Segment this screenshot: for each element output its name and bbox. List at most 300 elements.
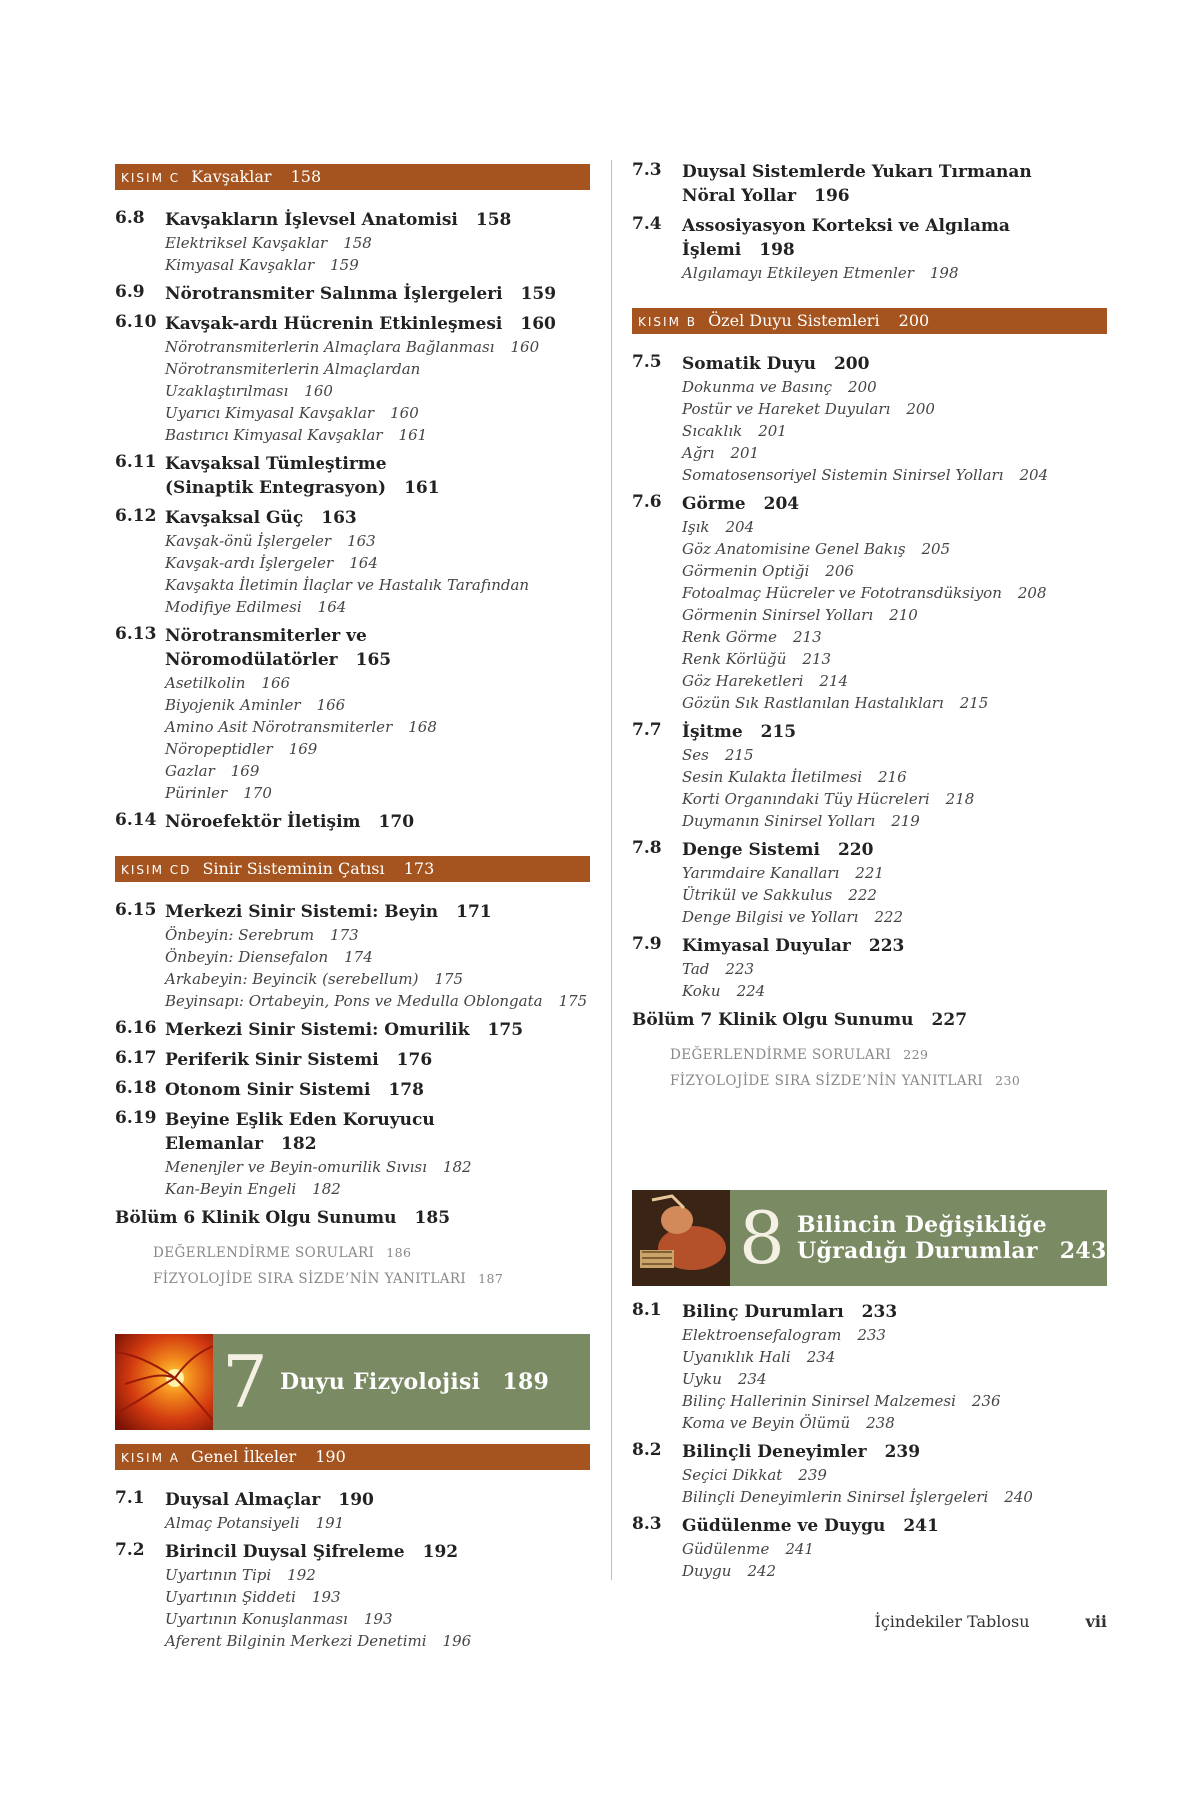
entry-title-text: Kavşaksal Güç (165, 508, 304, 528)
part-label: KISIM C (121, 171, 181, 185)
subentry-title: Bilinçli Deneyimlerin Sinirsel İşlergeleri (682, 1488, 989, 1506)
subentry-title: Seçici Dikkat (682, 1466, 783, 1484)
subentry-title: Menenjler ve Beyin-omurilik Sıvısı (165, 1158, 427, 1176)
subentry (165, 1586, 590, 1608)
subentry (165, 1156, 590, 1178)
subentry-title: Önbeyin: Serebrum (165, 926, 315, 944)
subentry (165, 716, 590, 738)
subentry-title: Modifiye Edilmesi (165, 598, 302, 616)
subentry (165, 596, 590, 618)
subentry-title: Ütrikül ve Sakkulus (682, 886, 833, 904)
subentry-list (165, 336, 590, 446)
subentry-title: Kan-Beyin Engeli (165, 1180, 297, 1198)
case-study-7 (632, 1008, 1107, 1032)
review-page: 230 (995, 1073, 1021, 1088)
subentry-title: Beyinsapı: Ortabeyin, Pons ve Medulla Oblongata (165, 992, 543, 1010)
chapter-page: 243 (1059, 1238, 1107, 1264)
chapter-title-text: Duyu Fizyolojisi (280, 1369, 481, 1395)
entry-title (165, 1108, 590, 1156)
subentry-title: Aferent Bilginin Merkezi Denetimi (165, 1632, 427, 1650)
entry-title (165, 810, 590, 834)
toc-entry (115, 900, 590, 1012)
subentry-title: Koma ve Beyin Ölümü (682, 1414, 851, 1432)
toc-entry (115, 312, 590, 446)
subentry-title: Uyartının Tipi (165, 1566, 272, 1584)
subentry-page: 198 (929, 264, 959, 282)
entry-title-line-1: Kavşaksal Tümleştirme (165, 454, 387, 474)
toc-entry (632, 160, 1107, 208)
subentry (165, 946, 590, 968)
review-title: FİZYOLOJİDE SIRA SİZDE’NİN YANITLARI (153, 1271, 467, 1287)
part-label: KISIM A (121, 1451, 180, 1465)
subentry-page: 193 (363, 1610, 393, 1628)
subentry-page: 196 (442, 1632, 472, 1650)
entry-page: 163 (321, 508, 357, 528)
subentry-list (165, 1564, 590, 1652)
entry-title-text: Kimyasal Duyular (682, 936, 851, 956)
toc-entry (115, 1078, 590, 1102)
entry-title-text: Beyine Eşlik Eden Koruyucu Elemanlar (165, 1110, 435, 1154)
subentry-title: Korti Organındaki Tüy Hücreleri (682, 790, 930, 808)
subentry-page: 224 (736, 982, 766, 1000)
part-bar-a (115, 1444, 590, 1470)
subentry-title: Nörotransmiterlerin Almaçlara Bağlanması (165, 338, 495, 356)
subentry-page: 175 (558, 992, 588, 1010)
subentry-title: Uyku (682, 1370, 722, 1388)
subentry-page: 234 (806, 1348, 836, 1366)
subentry-title: Elektroensefalogram (682, 1326, 842, 1344)
entry-page: 204 (763, 494, 800, 514)
subentry-title: Uyartının Şiddeti (165, 1588, 296, 1606)
subentry-page: 173 (330, 926, 359, 944)
page-footer (875, 1612, 1107, 1631)
subentry-list (682, 376, 1107, 486)
subentry-title: Elektriksel Kavşaklar (165, 234, 328, 252)
subentry-page: 204 (725, 518, 755, 536)
entry-title-text: Kavşakların İşlevsel Anatomisi (165, 210, 458, 230)
entry-number: 7.8 (632, 838, 662, 858)
entry-title (165, 1018, 590, 1042)
review-item (115, 1240, 590, 1266)
subentry-title: Almaç Potansiyeli (165, 1514, 300, 1532)
entry-number: 6.8 (115, 208, 145, 228)
subentry-page: 164 (349, 554, 378, 572)
part-bar-c (115, 164, 590, 190)
entry-title (165, 282, 590, 306)
entry-number: 7.4 (632, 214, 662, 234)
subentry-page: 240 (1004, 1488, 1033, 1506)
subentry-title: Kavşak-önü İşlergeler (165, 532, 332, 550)
subentry-title: Işık (682, 518, 710, 536)
subentry-title: Nöropeptidler (165, 740, 273, 758)
review-page: 187 (478, 1271, 504, 1286)
entry-number: 6.11 (115, 452, 157, 472)
entry-number: 7.3 (632, 160, 662, 180)
subentry-title: Güdülenme (682, 1540, 770, 1558)
entry-number: 6.15 (115, 900, 157, 920)
subentry-title: Dokunma ve Basınç (682, 378, 833, 396)
subentry-page: 210 (889, 606, 918, 624)
entry-number: 8.1 (632, 1300, 662, 1320)
subentry-title: Yarımdaire Kanalları (682, 864, 840, 882)
subentry (165, 1178, 590, 1200)
entry-title-text: Duysal Almaçlar (165, 1490, 321, 1510)
case-page: 227 (931, 1010, 968, 1030)
subentry-page: 160 (510, 338, 540, 356)
entry-title-text: Bilinç Durumları (682, 1302, 844, 1322)
entry-number: 7.6 (632, 492, 662, 512)
subentry (165, 738, 590, 760)
subentry (682, 884, 1107, 906)
subentry-page: 222 (874, 908, 903, 926)
subentry-page: 163 (347, 532, 376, 550)
toc-entry (632, 838, 1107, 928)
subentry-page: 193 (311, 1588, 341, 1606)
subentry-title: Bilinç Hallerinin Sinirsel Malzemesi (682, 1392, 956, 1410)
toc-entry (115, 506, 590, 618)
subentry (682, 420, 1107, 442)
entry-title-text: Görme (682, 494, 746, 514)
subentry-page: 241 (785, 1540, 814, 1558)
entry-page: 198 (759, 240, 795, 260)
entry-page: 223 (868, 936, 905, 956)
review-title: FİZYOLOJİDE SIRA SİZDE’NİN YANITLARI (670, 1073, 984, 1089)
toc-entry (115, 282, 590, 306)
subentry-title: Görmenin Optiği (682, 562, 810, 580)
toc-entry (115, 1048, 590, 1072)
entry-number: 7.5 (632, 352, 662, 372)
entry-title (165, 1078, 590, 1102)
review-item (115, 1266, 590, 1292)
entry-number: 6.16 (115, 1018, 157, 1038)
subentry (682, 906, 1107, 928)
subentry-page: 201 (758, 422, 787, 440)
subentry (165, 574, 590, 596)
subentry (682, 670, 1107, 692)
subentry (165, 1512, 590, 1534)
entry-page: 171 (456, 902, 492, 922)
subentry (165, 254, 590, 276)
review-title: DEĞERLENDİRME SORULARI (670, 1047, 892, 1063)
toc-entry (632, 492, 1107, 714)
chapter-7-banner (115, 1334, 590, 1430)
subentry-title: Renk Görme (682, 628, 777, 646)
part-label: KISIM B (638, 315, 697, 329)
toc-entry (115, 208, 590, 276)
subentry-page: 169 (288, 740, 318, 758)
subentry (682, 1324, 1107, 1346)
entry-title (682, 1440, 1107, 1464)
toc-entry (115, 1108, 590, 1200)
subentry (682, 582, 1107, 604)
subentry-list (682, 1464, 1107, 1508)
entry-number: 7.1 (115, 1488, 145, 1508)
entry-page: 170 (378, 812, 415, 832)
entry-page: 161 (404, 478, 440, 498)
toc-entry (115, 1488, 590, 1534)
chapter-number: 8 (739, 1196, 785, 1280)
toc-section (115, 208, 590, 834)
subentry-page: 242 (747, 1562, 777, 1580)
review-list (632, 1042, 1107, 1094)
subentry-list (165, 924, 590, 1012)
entry-number: 7.2 (115, 1540, 145, 1560)
subentry-title: Görmenin Sinirsel Yolları (682, 606, 874, 624)
subentry (165, 336, 590, 358)
subentry-page: 204 (1019, 466, 1049, 484)
subentry-page: 215 (959, 694, 989, 712)
entry-title-text: Birincil Duysal Şifreleme (165, 1542, 405, 1562)
part-bar-b (632, 308, 1107, 334)
subentry-page: 200 (848, 378, 877, 396)
subentry-title: Gözün Sık Rastlanılan Hastalıkları (682, 694, 944, 712)
subentry-page: 213 (792, 628, 822, 646)
review-item (632, 1068, 1107, 1094)
subentry-title: Önbeyin: Diensefalon (165, 948, 329, 966)
entry-number: 6.17 (115, 1048, 157, 1068)
subentry-page: 216 (878, 768, 907, 786)
part-title: Kavşaklar (191, 167, 272, 186)
entry-title (165, 506, 590, 530)
subentry (165, 232, 590, 254)
subentry-title: Tad (682, 960, 710, 978)
subentry-page: 205 (921, 540, 951, 558)
subentry (682, 376, 1107, 398)
subentry-page: 218 (945, 790, 975, 808)
page-number: vii (1085, 1612, 1107, 1631)
entry-title-text: Merkezi Sinir Sistemi: Beyin (165, 902, 439, 922)
entry-page: 165 (355, 650, 392, 670)
chapter-8-banner (632, 1190, 1107, 1286)
entry-title (682, 1514, 1107, 1538)
toc-entry (115, 624, 590, 804)
subentry-title: Sıcaklık (682, 422, 743, 440)
subentry (682, 538, 1107, 560)
subentry (682, 1464, 1107, 1486)
entry-title (682, 838, 1107, 862)
entry-page: 241 (903, 1516, 939, 1536)
subentry-page: 169 (230, 762, 260, 780)
subentry (682, 744, 1107, 766)
toc-section (632, 160, 1107, 284)
toc-section (115, 1488, 590, 1652)
entry-title (165, 452, 590, 500)
entry-page: 233 (861, 1302, 898, 1322)
chapter-page: 189 (502, 1369, 550, 1395)
entry-title (165, 312, 590, 336)
subentry (682, 980, 1107, 1002)
entry-page: 196 (814, 186, 850, 206)
subentry-page: 206 (825, 562, 854, 580)
subentry-title: Postür ve Hareket Duyuları (682, 400, 891, 418)
subentry-page: 160 (390, 404, 419, 422)
part-label: KISIM CD (121, 863, 192, 877)
part-title: Sinir Sisteminin Çatısı (202, 859, 385, 878)
entry-title-text: Bilinçli Deneyimler (682, 1442, 867, 1462)
entry-page: 178 (388, 1080, 424, 1100)
review-page: 186 (386, 1245, 412, 1260)
subentry (682, 648, 1107, 670)
part-page: 190 (315, 1447, 346, 1466)
subentry (165, 760, 590, 782)
toc-entry (632, 1300, 1107, 1434)
subentry (165, 672, 590, 694)
chapter-number: 7 (222, 1340, 268, 1424)
subentry (165, 1608, 590, 1630)
review-page: 229 (903, 1047, 929, 1062)
entry-title-text: Nörotransmiterler ve Nöromodülatörler (165, 626, 367, 670)
entry-title-text: Güdülenme ve Duygu (682, 1516, 886, 1536)
entry-title (165, 624, 590, 672)
toc-entry (115, 452, 590, 500)
toc-entry (632, 934, 1107, 1002)
case-study-6 (115, 1206, 590, 1230)
subentry-page: 182 (312, 1180, 341, 1198)
entry-title (682, 720, 1107, 744)
subentry-page: 221 (855, 864, 884, 882)
subentry-page: 223 (725, 960, 755, 978)
entry-number: 7.7 (632, 720, 662, 740)
subentry-title: Ağrı (682, 444, 715, 462)
chapter-title (797, 1190, 1107, 1286)
subentry (682, 516, 1107, 538)
entry-page: 158 (475, 210, 512, 230)
entry-title-text: Kavşak-ardı Hücrenin Etkinleşmesi (165, 314, 503, 334)
subentry-title: Ses (682, 746, 709, 764)
entry-number: 8.3 (632, 1514, 662, 1534)
entry-number: 7.9 (632, 934, 662, 954)
subentry-page: 219 (891, 812, 920, 830)
subentry (165, 990, 590, 1012)
entry-number: 8.2 (632, 1440, 662, 1460)
subentry (165, 530, 590, 552)
subentry-title: Kavşakta İletimin İlaçlar ve Hastalık Tarafından (165, 576, 530, 594)
subentry (682, 626, 1107, 648)
subentry-page: 182 (442, 1158, 472, 1176)
chapter-title-line-1: Bilincin Değişikliğe (797, 1212, 1047, 1238)
chapter-title-line-2: Uğradığı Durumlar (797, 1238, 1038, 1264)
subentry-list (682, 862, 1107, 928)
subentry-title: Asetilkolin (165, 674, 246, 692)
entry-title (682, 1300, 1107, 1324)
entry-page: 190 (338, 1490, 374, 1510)
subentry-title: Kavşak-ardı İşlergeler (165, 554, 334, 572)
subentry-page: 201 (730, 444, 760, 462)
subentry-page: 238 (866, 1414, 895, 1432)
subentry-list (165, 1512, 590, 1534)
entry-number: 6.9 (115, 282, 145, 302)
toc-section (115, 900, 590, 1200)
subentry (682, 604, 1107, 626)
subentry-page: 208 (1017, 584, 1047, 602)
subentry-page: 233 (857, 1326, 886, 1344)
subentry-page: 214 (819, 672, 849, 690)
subentry (165, 968, 590, 990)
subentry (682, 442, 1107, 464)
subentry (165, 1630, 590, 1652)
case-title: Bölüm 7 Klinik Olgu Sunumu (632, 1010, 914, 1030)
subentry (682, 1412, 1107, 1434)
subentry-title: Arkabeyin: Beyincik (serebellum) (165, 970, 419, 988)
subentry-list (165, 530, 590, 618)
subentry-list (165, 232, 590, 276)
subentry (682, 958, 1107, 980)
subentry (682, 766, 1107, 788)
entry-page: 159 (520, 284, 557, 304)
review-list (115, 1240, 590, 1292)
toc-entry (632, 214, 1107, 284)
subentry (682, 862, 1107, 884)
subentry-title: Uyanıklık Hali (682, 1348, 791, 1366)
left-column (115, 164, 590, 1658)
entry-title-text: Nörotransmiter Salınma İşlergeleri (165, 284, 503, 304)
part-page: 173 (403, 859, 435, 878)
subentry-page: 170 (243, 784, 272, 802)
entry-page: 239 (884, 1442, 921, 1462)
subentry-page: 213 (802, 650, 832, 668)
subentry-page: 239 (798, 1466, 827, 1484)
entry-page: 215 (760, 722, 797, 742)
subentry-page: 200 (906, 400, 935, 418)
subentry-list (682, 516, 1107, 714)
subentry-title: Göz Hareketleri (682, 672, 804, 690)
entry-title (682, 214, 1107, 262)
toc-entry (632, 1514, 1107, 1582)
subentry-page: 192 (287, 1566, 316, 1584)
part-bar-cd (115, 856, 590, 882)
case-title: Bölüm 6 Klinik Olgu Sunumu (115, 1208, 397, 1228)
toc-section (632, 352, 1107, 1002)
entry-title (165, 208, 590, 232)
subentry-page: 168 (408, 718, 437, 736)
subentry-title: Fotoalmaç Hücreler ve Fototransdüksiyon (682, 584, 1002, 602)
part-title: Genel İlkeler (191, 1447, 297, 1466)
entry-title (682, 352, 1107, 376)
subentry (682, 1368, 1107, 1390)
subentry (682, 1560, 1107, 1582)
subentry-list (682, 1324, 1107, 1434)
entry-number: 6.10 (115, 312, 157, 332)
entry-title-text: Assosiyasyon Korteksi ve Algılama İşlemi (682, 216, 1010, 260)
subentry-page: 174 (344, 948, 373, 966)
entry-title-text: Nöroefektör İletişim (165, 812, 361, 832)
subentry-list (682, 1538, 1107, 1582)
chapter-title (280, 1334, 549, 1430)
subentry (165, 782, 590, 804)
subentry-title: Duygu (682, 1562, 732, 1580)
subentry-list (165, 1156, 590, 1200)
entry-number: 6.12 (115, 506, 157, 526)
subentry-title: Pürinler (165, 784, 228, 802)
entry-page: 192 (422, 1542, 459, 1562)
entry-title-text: Denge Sistemi (682, 840, 820, 860)
entry-number: 6.14 (115, 810, 157, 830)
subentry-list (165, 672, 590, 804)
subentry (682, 1486, 1107, 1508)
subentry-page: 166 (316, 696, 346, 714)
subentry-title: Göz Anatomisine Genel Bakış (682, 540, 906, 558)
entry-title (165, 1540, 590, 1564)
subentry (682, 464, 1107, 486)
subentry (165, 924, 590, 946)
entry-title-line-2: Nöral Yollar (682, 186, 797, 206)
subentry-title: Uyartının Konuşlanması (165, 1610, 348, 1628)
toc-entry (632, 1440, 1107, 1508)
toc-entry (632, 720, 1107, 832)
entry-title (682, 160, 1107, 208)
entry-page: 175 (487, 1020, 524, 1040)
entry-title (165, 1488, 590, 1512)
